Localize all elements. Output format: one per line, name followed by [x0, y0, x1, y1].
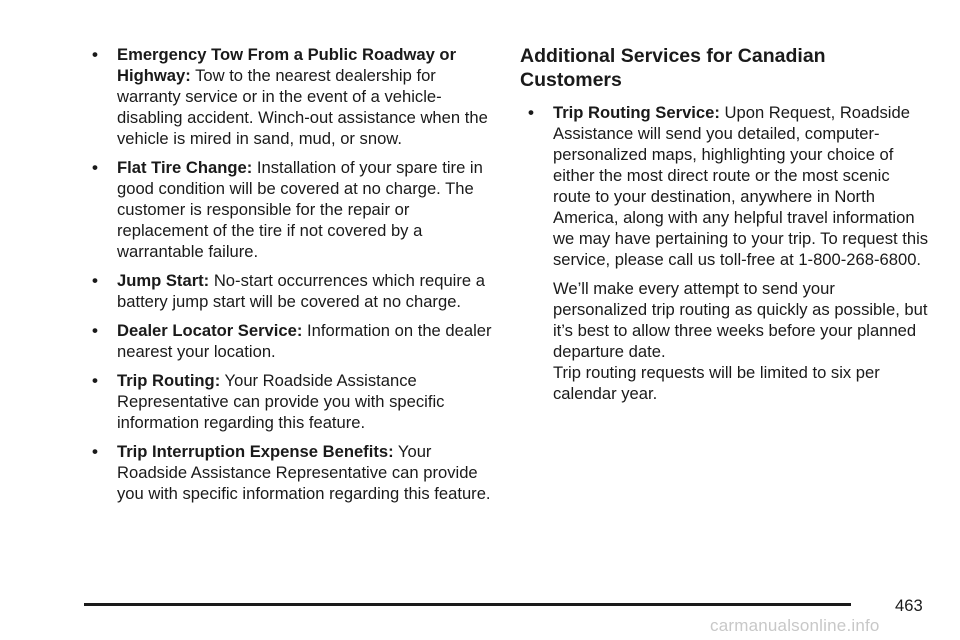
bullet-icon: •: [528, 103, 534, 122]
item-label: Trip Routing:: [117, 371, 221, 390]
bullet-icon: •: [92, 271, 98, 290]
bullet-icon: •: [92, 371, 98, 390]
page-number: 463: [895, 596, 923, 615]
bullet-dealer-locator: [92, 320, 502, 362]
bullet-icon: •: [92, 45, 98, 64]
watermark: carmanualsonline.info: [710, 616, 880, 635]
item-text: Upon Request, Roadside Assistance will send you detailed, computer-personalized maps, highlighting your choice of either the most direct route or the most scenic route to your destination, anywhere in North America, along with any helpful travel information we may have pertaining to your trip. To request this service, please call us toll-free at 1-800-268-6800.: [553, 103, 929, 269]
paragraph-text: Trip routing requests will be limited to six per calendar year.: [553, 363, 880, 403]
item-label: Jump Start:: [117, 271, 210, 290]
bullet-trip-routing: [92, 370, 502, 433]
section-heading: Additional Services for Canadian Customers: [520, 45, 826, 91]
item-label: Dealer Locator Service:: [117, 321, 303, 340]
bullet-icon: •: [92, 158, 98, 177]
bullet-emergency-tow: [92, 44, 502, 149]
right-column: [520, 44, 932, 404]
item-label: Trip Interruption Expense Benefits:: [117, 442, 394, 461]
bullet-jump-start: [92, 270, 502, 312]
item-text: Your Roadside Assistance Representative can provide you with specific information regarding this feature.: [117, 371, 445, 432]
item-text: Information on the dealer nearest your location.: [117, 321, 492, 361]
bullet-flat-tire: [92, 157, 502, 262]
bullet-trip-routing-service: [528, 102, 932, 270]
bullet-icon: •: [92, 442, 98, 461]
item-text: No-start occurrences which require a battery jump start will be covered at no charge.: [117, 271, 485, 311]
item-label: Trip Routing Service:: [553, 103, 720, 122]
item-text: Your Roadside Assistance Representative can provide you with specific information regarding this feature.: [117, 442, 491, 503]
left-column: [92, 44, 502, 512]
item-label: Emergency Tow From a Public Roadway or Highway:: [117, 45, 457, 85]
bullet-trip-interruption: [92, 441, 502, 504]
paragraph-text: We’ll make every attempt to send your personalized trip routing as quickly as possible, but it’s best to allow three weeks before your planned departure date.: [553, 279, 928, 361]
footer-rule: [84, 603, 851, 606]
item-label: Flat Tire Change:: [117, 158, 253, 177]
bullet-icon: •: [92, 321, 98, 340]
follow-up-paragraph: [528, 278, 932, 404]
item-text: Tow to the nearest dealership for warranty service or in the event of a vehicle-disabling accident. Winch-out assistance when the vehicle is mired in sand, mud, or snow.: [117, 66, 488, 148]
item-text: Installation of your spare tire in good condition will be covered at no charge. The customer is responsible for the repair or replacement of the tire if not covered by a warrantable failure.: [117, 158, 483, 261]
right-list: [520, 102, 932, 404]
